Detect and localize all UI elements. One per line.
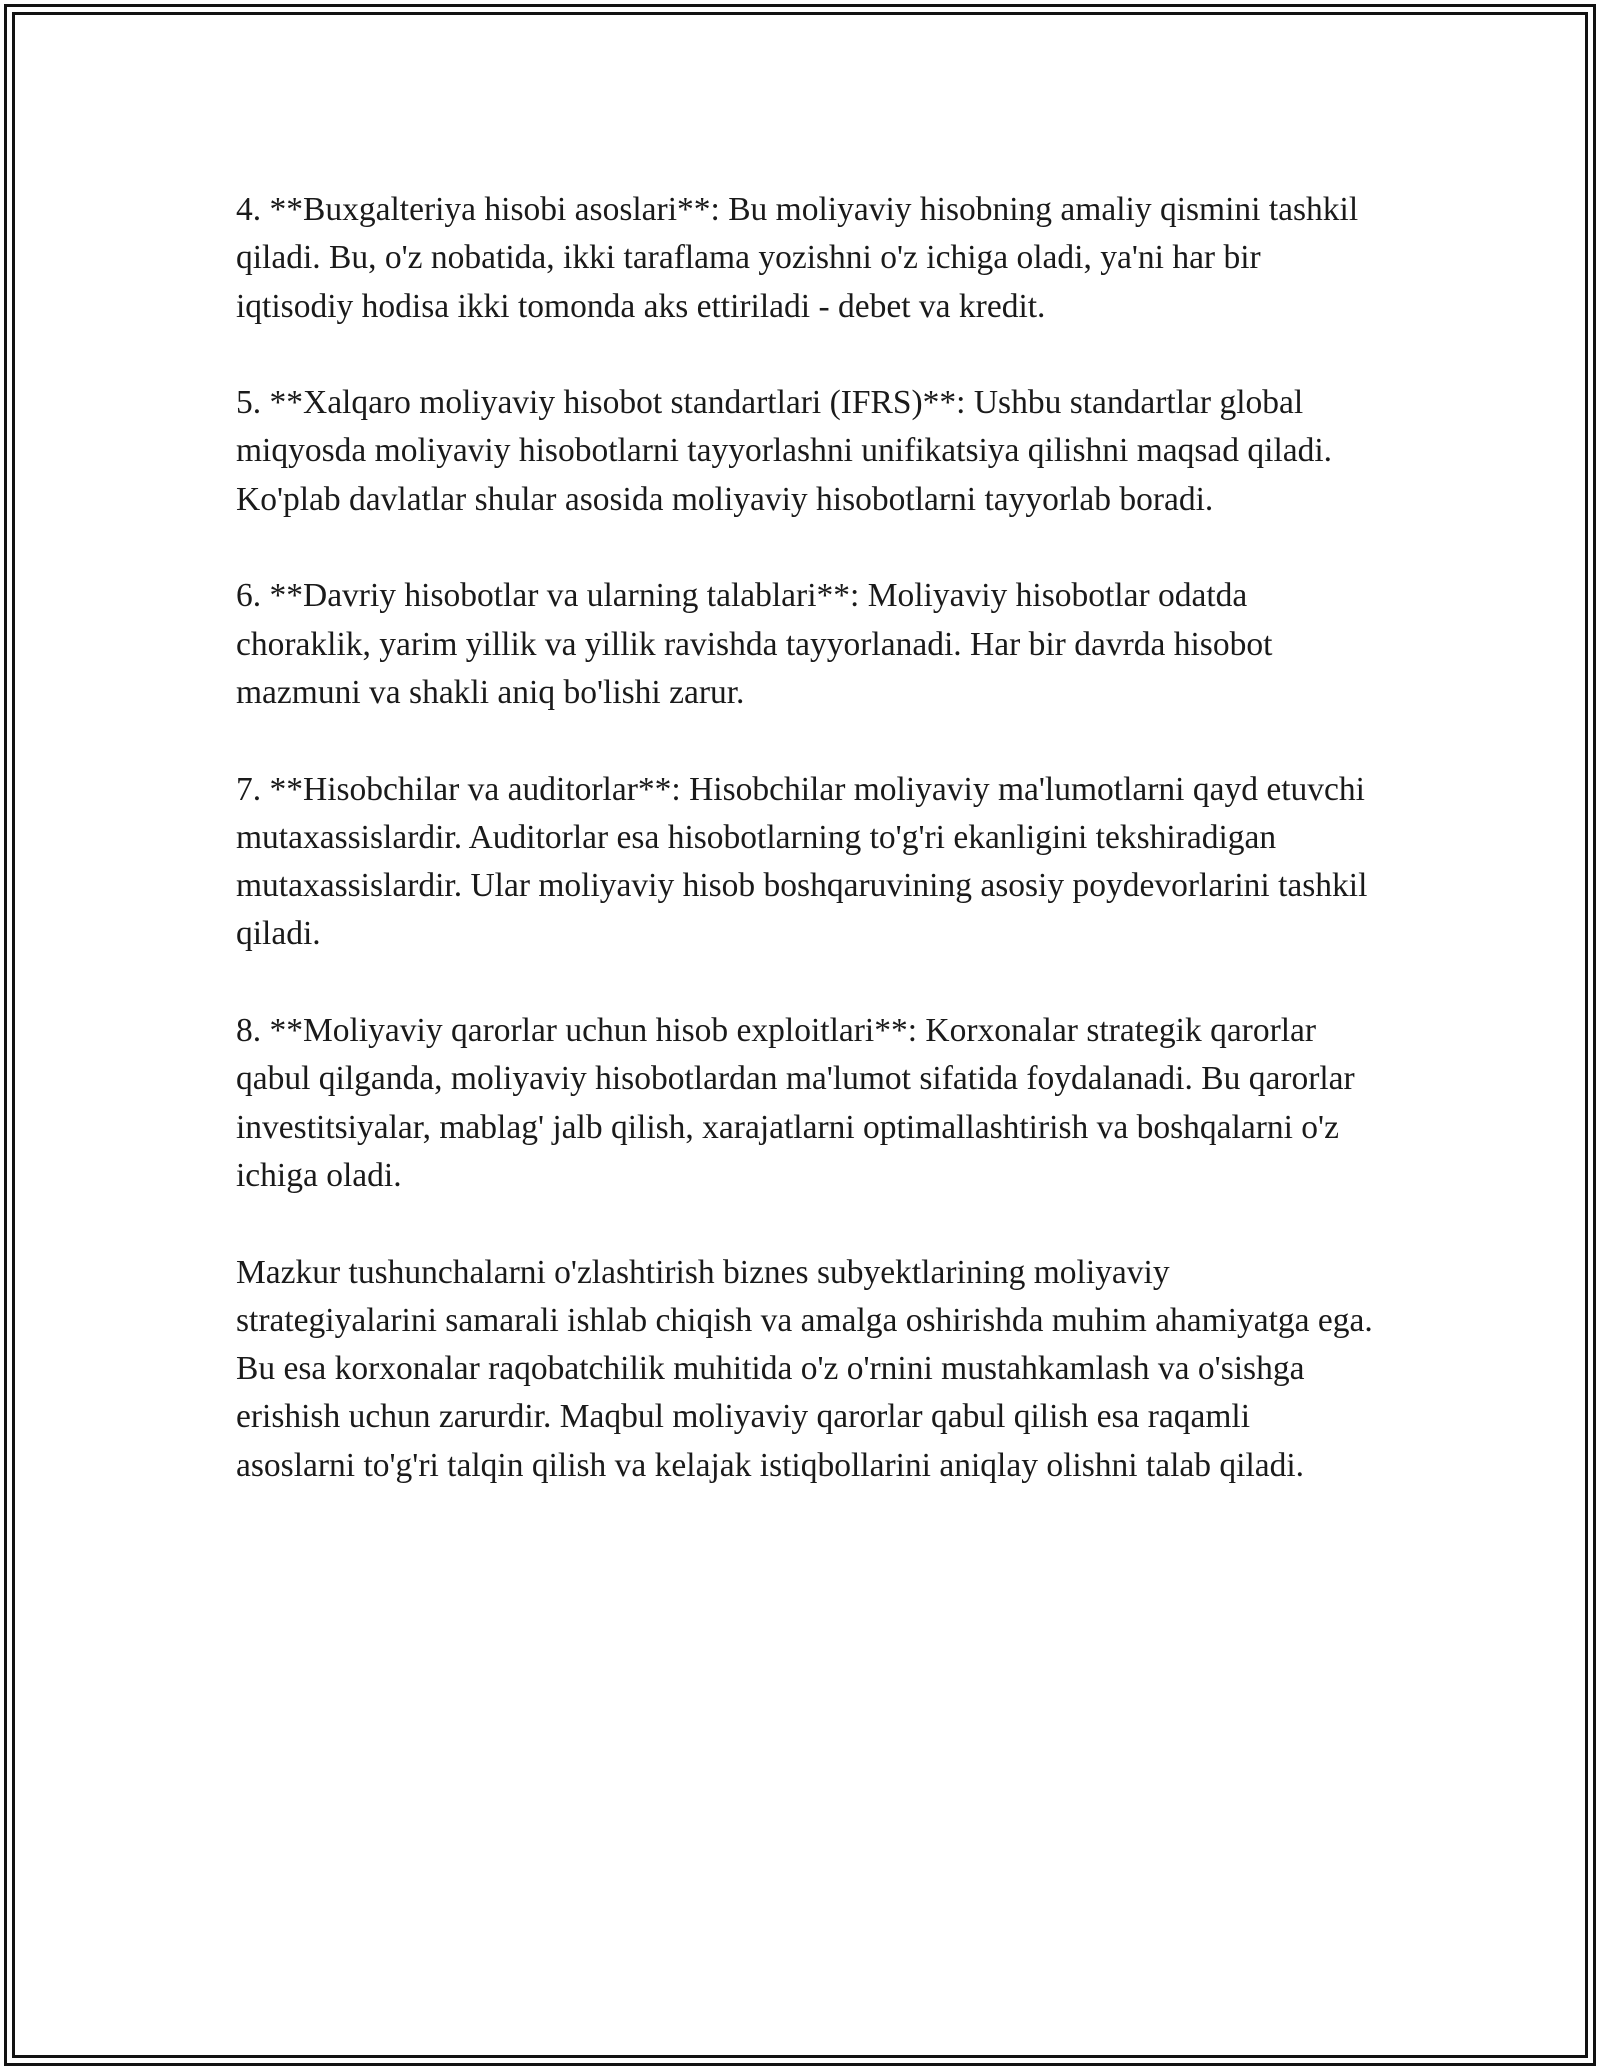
paragraph-item-8: 8. **Moliyaviy qarorlar uchun hisob exploitlari**: Korxonalar strategik qarorlar qabul qilganda, moliyaviy hisobotlardan ma'lumot sifatida foydalanadi. Bu qarorlar investitsiyalar, mablag' jalb qilish, xarajatlarni optimallashtirish va boshqalarni o'z ichiga oladi.: [236, 1012, 1355, 1194]
document-body: [236, 186, 1376, 1538]
conclusion-paragraph: Mazkur tushunchalarni o'zlashtirish biznes subyektlarining moliyaviy strategiyalarini samarali ishlab chiqish va amalga oshirishda muhim ahamiyatga ega. Bu esa korxonalar raqobatchilik muhitida o'z o'rnini mustahkamlash va o'sishga erishish uchun zarurdir. Maqbul moliyaviy qarorlar qabul qilish esa raqamli asoslarni to'g'ri talqin qilish va kelajak istiqbollarini aniqlay olishni talab qiladi.: [236, 1253, 1373, 1484]
paragraph-item-7: 7. **Hisobchilar va auditorlar**: Hisobchilar moliyaviy ma'lumotlarni qayd etuvchi mutaxassislardir. Auditorlar esa hisobotlarning to'g'ri ekanligini tekshiradigan mutaxassislardir. Ular moliyaviy hisob boshqaruvining asosiy poydevorlarini tashkil qiladi.: [236, 770, 1368, 953]
paragraph-item-4: 4. **Buxgalteriya hisobi asoslari**: Bu moliyaviy hisobning amaliy qismini tashkil qiladi. Bu, o'z nobatida, ikki taraflama yozishni o'z ichiga oladi, ya'ni har bir iqtisodiy hodisa ikki tomonda aks ettiriladi - debet va kredit.: [236, 191, 1359, 325]
paragraph-item-5: 5. **Xalqaro moliyaviy hisobot standartlari (IFRS)**: Ushbu standartlar global miqyosda moliyaviy hisobotlarni tayyorlashni unifikatsiya qilishni maqsad qiladi. Ko'plab davlatlar shular asosida moliyaviy hisobotlarni tayyorlab boradi.: [236, 384, 1333, 518]
paragraph-item-6: 6. **Davriy hisobotlar va ularning talablari**: Moliyaviy hisobotlar odatda choraklik, yarim yillik va yillik ravishda tayyorlanadi. Har bir davrda hisobot mazmuni va shakli aniq bo'lishi zarur.: [236, 577, 1273, 711]
